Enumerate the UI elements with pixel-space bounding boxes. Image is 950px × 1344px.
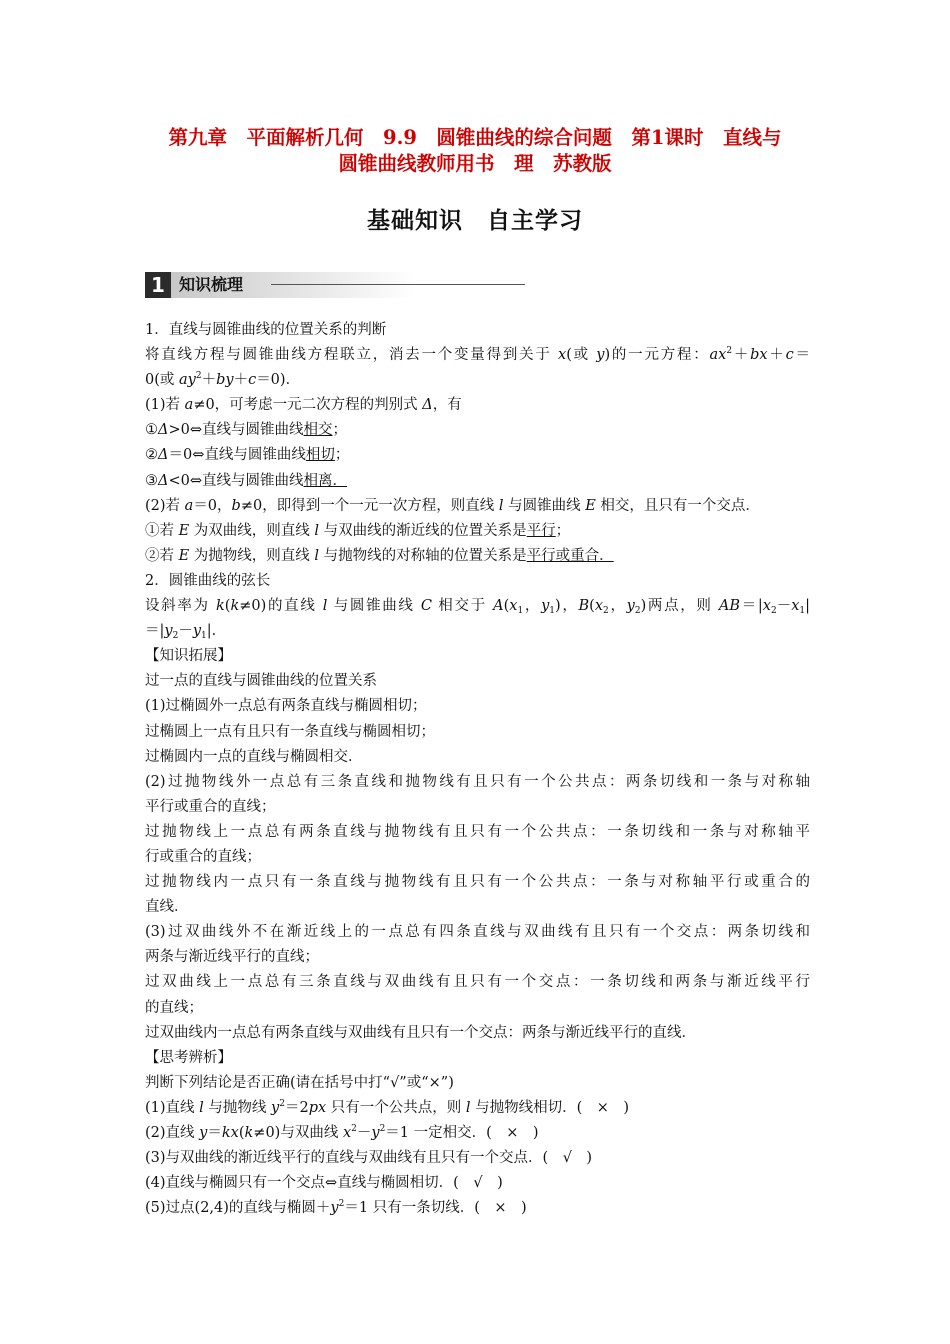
text-line [145, 1196, 810, 1221]
text-segment: | [805, 598, 811, 615]
text-segment: (1)过椭圆外一点总有两条直线与椭圆相切； [145, 698, 427, 715]
superscript: 2 [279, 1098, 285, 1109]
text-segment: )两点，则 [640, 598, 719, 615]
text-segment: x [558, 347, 567, 364]
text-segment: ＝1 只有一条切线．( × ) [344, 1200, 527, 1217]
text-segment: ≠0，可考虑一元二次方程的判别式 [193, 397, 423, 414]
text-line [145, 1171, 810, 1196]
text-segment: 只有一个公共点，则 [326, 1099, 466, 1116]
text-segment: l [314, 547, 320, 564]
text-segment: px [308, 1099, 327, 1116]
text-line [145, 1021, 810, 1046]
text-line [145, 544, 810, 569]
text-segment: (2)直线 [145, 1125, 200, 1141]
text-line [145, 343, 810, 368]
text-segment: ( [589, 598, 595, 615]
text-segment: ① [145, 422, 158, 439]
text-segment: k [216, 598, 225, 615]
text-segment: AB [718, 598, 741, 615]
text-segment: Δ [158, 472, 169, 489]
document-title-line-2: 圆锥曲线教师用书 理 苏教版 [338, 152, 612, 175]
text-segment: ＋ [732, 347, 751, 364]
text-segment: 相交于 [432, 598, 494, 615]
text-segment: 相交，且只有一个交点． [595, 497, 760, 514]
text-segment: bx [750, 347, 768, 364]
answer-text: 平行 [526, 522, 556, 539]
text-line [145, 418, 810, 443]
text-segment: ＋ [233, 372, 249, 389]
text-line [145, 318, 810, 343]
text-line [145, 569, 810, 594]
text-segment: (2)若 [145, 497, 185, 514]
text-segment: l [498, 497, 504, 514]
text-line [145, 1146, 810, 1171]
text-segment: (或 [566, 347, 597, 364]
text-line [145, 870, 810, 895]
text-segment: 过椭圆内一点的直线与椭圆相交． [145, 748, 363, 765]
text-segment: ＋ [767, 347, 786, 364]
section-rule [271, 284, 525, 285]
text-line [145, 895, 810, 920]
text-segment: ③ [145, 472, 158, 489]
text-segment: 与双曲线的渐近线的位置关系是 [319, 522, 527, 539]
text-segment: ≠0，即得到一个一元一次方程，则直线 [240, 497, 499, 514]
text-segment: 过双曲线上一点总有三条直线与双曲线有且只有一个交点：一条切线和两条与渐近线平行 [145, 974, 810, 991]
text-line [145, 393, 810, 418]
text-line [145, 970, 810, 995]
answer-text: 平行或重合． [526, 547, 614, 564]
text-segment: 1．直线与圆锥曲线的位置关系的判断 [145, 322, 387, 338]
text-segment: (3)与双曲线的渐近线平行的直线与双曲线有且只有一个交点．( √ ) [145, 1150, 593, 1167]
text-segment: ； [555, 522, 571, 539]
text-segment: ＝ [793, 347, 810, 364]
text-segment: 与抛物线 [203, 1099, 272, 1116]
text-segment: x [594, 598, 604, 615]
text-line [145, 920, 810, 945]
text-segment: )的一元方程： [604, 347, 710, 364]
text-segment: 【思考辨析】 [145, 1049, 232, 1066]
text-segment: y [626, 598, 635, 615]
section-number-badge: 1 [145, 272, 171, 298]
text-segment: ≠0)的直线 [239, 598, 323, 615]
text-segment: 【知识拓展】 [145, 648, 232, 665]
text-segment: 0(或 [145, 372, 179, 389]
text-line [145, 368, 810, 393]
subscript: 2 [634, 606, 641, 617]
text-segment: c [248, 372, 257, 389]
text-segment: (2)过抛物线外一点总有三条直线和抛物线有且只有一个公共点：两条切线和一条与对称轴 [145, 773, 810, 790]
section-heading: 基础知识 自主学习 [367, 208, 583, 234]
text-segment: ( [238, 1125, 245, 1141]
text-segment: ＝ [207, 1125, 222, 1141]
text-segment: by [216, 372, 234, 389]
text-segment: E [178, 522, 190, 539]
text-segment: ay [179, 372, 196, 389]
text-segment: y [192, 623, 202, 640]
text-segment: 2．圆锥曲线的弦长 [145, 572, 271, 589]
text-segment: － [178, 623, 193, 640]
subscript: 1 [201, 631, 207, 642]
text-segment: 过一点的直线与圆锥曲线的位置关系 [145, 673, 377, 690]
section-bar [145, 272, 525, 298]
text-segment: 过抛物线内一点只有一条直线与抛物线有且只有一个公共点：一条与对称轴平行或重合的 [145, 874, 810, 891]
text-segment: C [420, 598, 433, 615]
text-line [145, 619, 810, 644]
text-segment: ①若 [145, 522, 179, 539]
text-segment: x [509, 598, 518, 615]
text-segment: ＝0， [193, 497, 232, 514]
text-segment: ＝0⇔直线与圆锥曲线 [168, 447, 306, 464]
text-segment: k [230, 598, 240, 615]
section-label-bg [171, 272, 416, 298]
text-segment: ( [503, 598, 510, 615]
text-segment: l [465, 1099, 471, 1116]
text-segment: x [342, 1125, 352, 1141]
text-segment: ＝| [740, 598, 763, 615]
superscript: 2 [351, 1124, 357, 1134]
text-segment: 行或重合的直线； [145, 848, 261, 865]
text-segment: 为双曲线，则直线 [189, 522, 315, 539]
text-segment: ≠0)与双曲线 [253, 1125, 343, 1141]
text-segment: l [322, 598, 328, 615]
text-segment: (3)过双曲线外不在渐近线上的一点总有四条直线与双曲线有且只有一个交点：两条切线和 [145, 924, 810, 941]
text-line [145, 795, 810, 820]
text-segment: )， [555, 598, 579, 615]
subscript: 1 [517, 606, 524, 617]
text-segment: >0⇔直线与圆锥曲线 [168, 422, 304, 439]
text-segment: 与抛物线相切．( × ) [470, 1099, 630, 1116]
text-segment: 与抛物线的对称轴的位置关系是 [319, 547, 527, 564]
text-segment: Δ [422, 397, 433, 414]
text-segment: 将直线方程与圆锥曲线方程联立，消去一个变量得到关于 [145, 347, 559, 364]
text-line [145, 845, 810, 870]
text-segment: E [585, 497, 596, 514]
text-segment: A [493, 598, 504, 615]
text-segment: 与圆锥曲线 [327, 598, 421, 615]
text-line [145, 720, 810, 745]
text-segment: － [356, 1125, 372, 1141]
text-segment: (1)若 [145, 397, 185, 414]
text-segment: ； [334, 447, 350, 464]
text-segment: ＝1 一定相交．( × ) [385, 1125, 539, 1141]
superscript: 2 [338, 1199, 345, 1210]
text-segment: 过椭圆上一点有且只有一条直线与椭圆相切； [145, 723, 435, 740]
text-line [145, 519, 810, 544]
superscript: 2 [379, 1124, 386, 1134]
text-line [145, 1071, 810, 1096]
text-line [145, 443, 810, 468]
document-title-line-1: 第九章 平面解析几何 9.9 圆锥曲线的综合问题 第1课时 直线与 [168, 126, 782, 149]
text-segment: ② [145, 447, 158, 464]
superscript: 2 [195, 371, 202, 382]
section-label: 知识梳理 [179, 275, 244, 294]
answer-text: 相离． [303, 472, 348, 489]
text-segment: ＝| [145, 623, 165, 640]
answer-text: 相交 [303, 422, 333, 439]
text-line [145, 1096, 810, 1121]
text-segment: k [244, 1125, 254, 1141]
text-segment: (1)直线 [145, 1099, 200, 1116]
text-segment: b [231, 497, 241, 514]
text-segment: 与圆锥曲线 [503, 497, 586, 514]
text-segment: y [199, 1125, 208, 1141]
text-segment: |． [206, 623, 227, 640]
text-segment: x [791, 598, 800, 615]
text-segment: ＝0)． [256, 372, 301, 389]
subscript: 2 [770, 606, 777, 617]
text-line [145, 469, 810, 494]
text-segment: (5)过点(2,4)的直线与椭圆＋ [145, 1200, 331, 1217]
text-line [145, 1046, 810, 1071]
text-segment: ， [608, 598, 627, 615]
text-segment: 直线． [145, 899, 189, 916]
text-segment: ②若 [145, 547, 179, 564]
text-line [145, 694, 810, 719]
text-line [145, 820, 810, 845]
text-segment: ax [709, 347, 727, 364]
text-line [145, 945, 810, 970]
answer-text: 相切 [305, 447, 335, 464]
subscript: 1 [799, 606, 806, 617]
text-segment: kx [221, 1125, 239, 1141]
text-line [145, 669, 810, 694]
text-segment: x [762, 598, 771, 615]
text-segment: Δ [158, 447, 169, 464]
subscript: 2 [603, 606, 609, 617]
document-body [145, 318, 810, 1221]
text-segment: y [271, 1099, 280, 1116]
text-segment: a [184, 397, 194, 414]
text-segment: <0⇔直线与圆锥曲线 [168, 472, 304, 489]
text-segment: Δ [158, 422, 169, 439]
text-segment: y [596, 347, 605, 364]
subscript: 1 [549, 606, 555, 617]
text-segment: ， [523, 598, 542, 615]
text-segment: y [330, 1200, 339, 1217]
text-segment: ＝2 [284, 1099, 309, 1116]
text-segment: l [199, 1099, 204, 1116]
text-line [145, 644, 810, 669]
text-segment: B [578, 598, 590, 615]
text-segment: 判断下列结论是否正确(请在括号中打“√”或“×”) [145, 1074, 454, 1091]
text-segment: y [371, 1125, 380, 1141]
text-segment: (4)直线与椭圆只有一个交点⇔直线与椭圆相切．( √ ) [145, 1175, 503, 1192]
text-segment: ； [332, 422, 348, 439]
text-line [145, 494, 810, 519]
text-segment: 为抛物线，则直线 [189, 547, 315, 564]
text-line [145, 745, 810, 770]
text-line [145, 770, 810, 795]
subscript: 2 [172, 631, 179, 642]
text-segment: － [776, 598, 792, 615]
text-segment: E [178, 547, 190, 564]
text-segment: c [785, 347, 794, 364]
text-segment: y [541, 598, 550, 615]
text-segment: a [184, 497, 194, 514]
text-line [145, 594, 810, 619]
text-segment: ，有 [432, 397, 462, 414]
text-segment: l [314, 522, 320, 539]
text-segment: 两条与渐近线平行的直线； [145, 949, 319, 966]
text-segment: 平行或重合的直线； [145, 798, 276, 815]
text-segment: y [164, 623, 173, 640]
text-segment: ＋ [201, 372, 217, 389]
text-segment: 过双曲线内一点总有两条直线与双曲线有且只有一个交点：两条与渐近线平行的直线． [145, 1024, 696, 1041]
text-line [145, 996, 810, 1021]
superscript: 2 [726, 346, 733, 357]
text-segment: 设斜率为 [145, 598, 216, 615]
text-line [145, 1121, 810, 1146]
text-segment: ( [224, 598, 231, 615]
text-segment: 过抛物线上一点总有两条直线与抛物线有且只有一个公共点：一条切线和一条与对称轴平 [145, 823, 810, 840]
text-segment: 的直线； [145, 999, 203, 1016]
